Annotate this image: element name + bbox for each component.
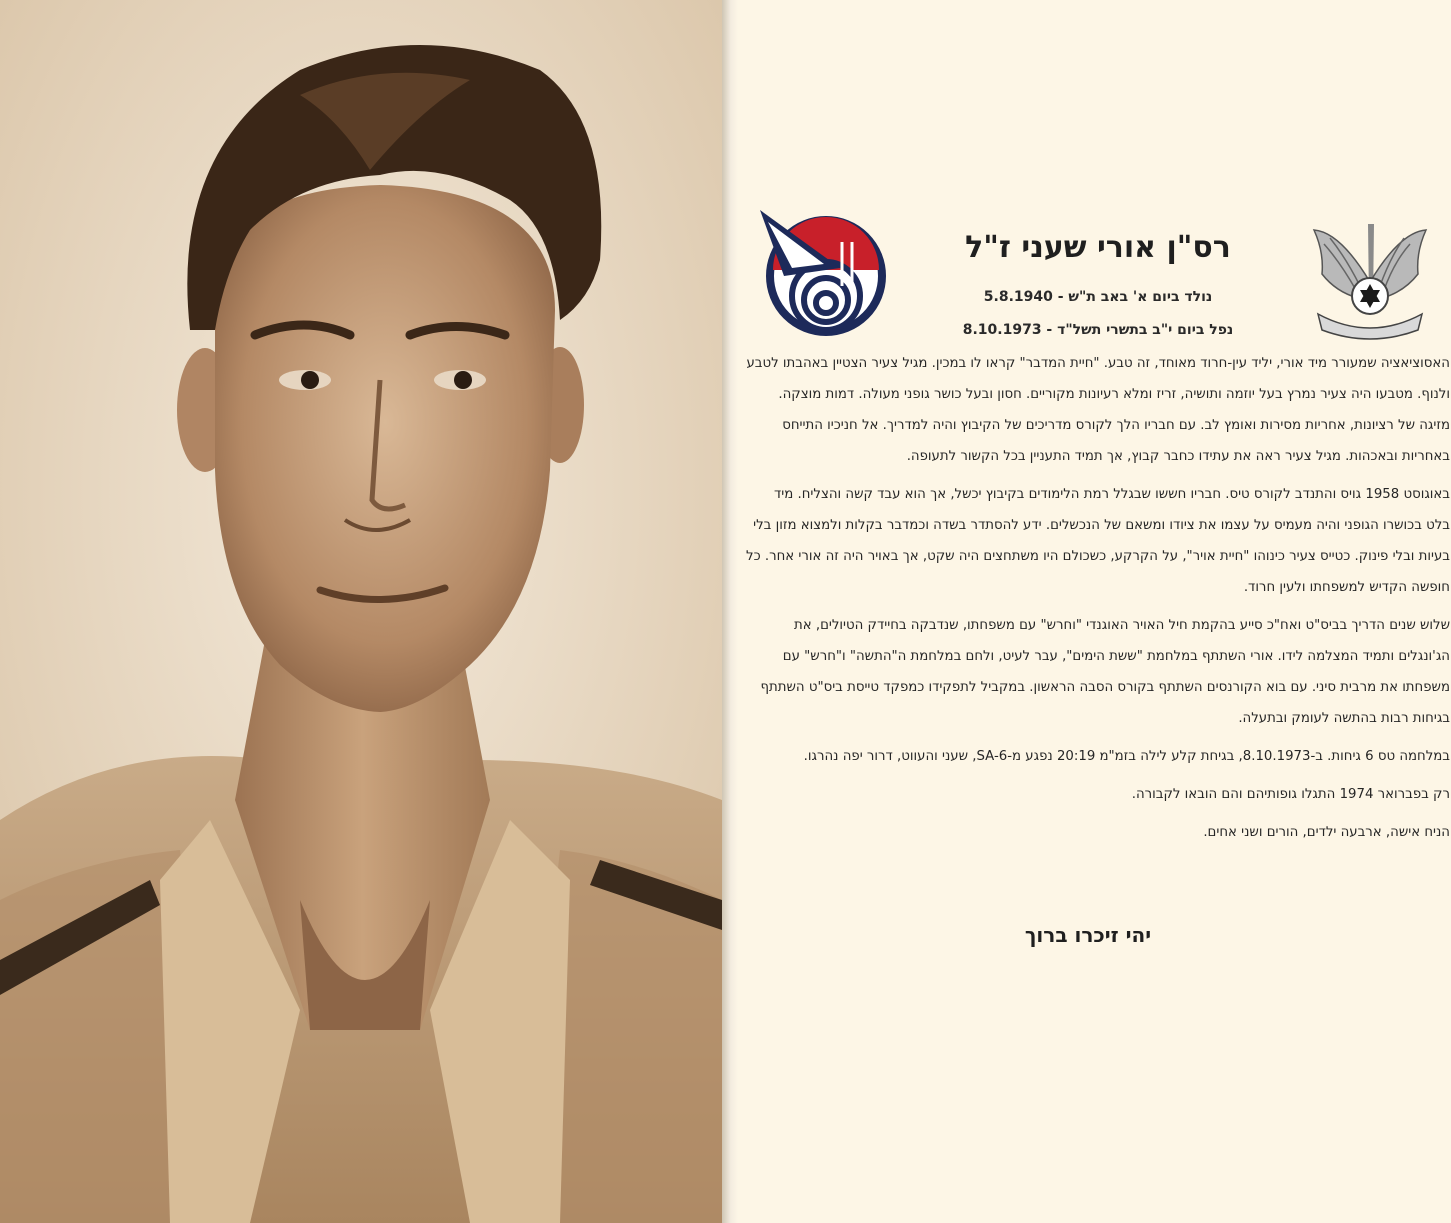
bio-paragraph: רק בפברואר 1974 התגלו גופותיהם והם הובאו לקבורה. [1131, 787, 1450, 802]
bio-paragraph: האסוציאציה שמעורר מיד אורי, יליד עין-חרוד מאוחד, זה טבע. "חיית המדבר" קראו לו במכין. מגיל צעיר הצטיין באהבתו לטבע ולנוף. מטבעו היה צעיר נמרץ בעל יוזמה ותושיה, זריז ומלא רעיונות מקוריים. חסון ובעל כושר גופני מעולה. דמות מוצקה. מזיגה של רציונות, אחריות מסירות ואומץ לב. עם חבריו הלך לקורס מדריכים של הקיבוץ והיה למדריך. אל חניכיו התייחס באחריות ובאכהות. מגיל צעיר ראה את עתידו כחבר קבוץ, אך תמיד התעניין בכל הקשור לתעופה. [746, 356, 1450, 464]
iaf-emblem-icon [1310, 222, 1430, 340]
portrait-photo [0, 0, 722, 1223]
memorial-title: רס"ן אורי שעני ז"ל [965, 230, 1231, 265]
bio-paragraph: שלוש שנים הדריך בביס"ט ואח"כ סייע בהקמת חיל האויר האוגנדי "וחרש" עם משפחתו, שנדבקה בחיידק הטיולים, את הג'ונגלים ותמיד המצלמה לידו. אורי השתתף במלחמת "ששת הימים", עבר לעיט, ולחם במלחמת ה"התשה" ו"חרש" עם משפחתו את מרבית סיני. עם בוא הקורנסים השתתף בקורס הסבה הראשון. במקביל לתפקידו כמפקד טייסת ביס"ט השתתף בגיחות רבות בהתשה לעומק ובתעלה. [760, 618, 1450, 726]
photo-edge-divider [722, 0, 738, 1223]
closing-blessing: יהי זיכרו ברוך [1024, 923, 1152, 947]
birth-date: נולד ביום א' באב ת"ש - 5.8.1940 [983, 289, 1213, 305]
bio-paragraph: הניח אישה, ארבעה ילדים, הורים ושני אחים. [1203, 825, 1450, 840]
biography [746, 348, 1450, 855]
death-date: נפל ביום י"ב בתשרי תשל"ד - 8.10.1973 [962, 322, 1234, 338]
memorial-text-panel [738, 0, 1451, 1223]
bio-paragraph: במלחמה טס 6 גיחות. ב-8.10.1973, בגיחת קלע לילה בזמ"מ 20:19 נפגע מ-SA-6, שעני והעווט, דרור יפה נהרגו. [803, 749, 1450, 764]
bio-paragraph: באוגוסט 1958 גויס והתנדב לקורס טיס. חבריו חששו שבגלל רמת הלימודים בקיבוץ יכשל, אך הוא עבד קשה והצליח. מיד בלט בכושרו הגופני והיה מעמיס על עצמו את ציודו ומשאם של הנכשלים. ידע להסתדר בשדה וכמדבר בקלות ולמצוא מזון בלי בעיות ובלי פינוק. כטייס צעיר כינוהו "חיית אויר", על הקרקע, כשכולם היו משתחצים היה שקט, אך באויר היה זה אורי אחר. כל חופשה הקדיש למשפחתו ולעין חרוד. [746, 487, 1450, 595]
squadron-emblem-icon [754, 204, 886, 336]
portrait-illustration [0, 0, 722, 1223]
